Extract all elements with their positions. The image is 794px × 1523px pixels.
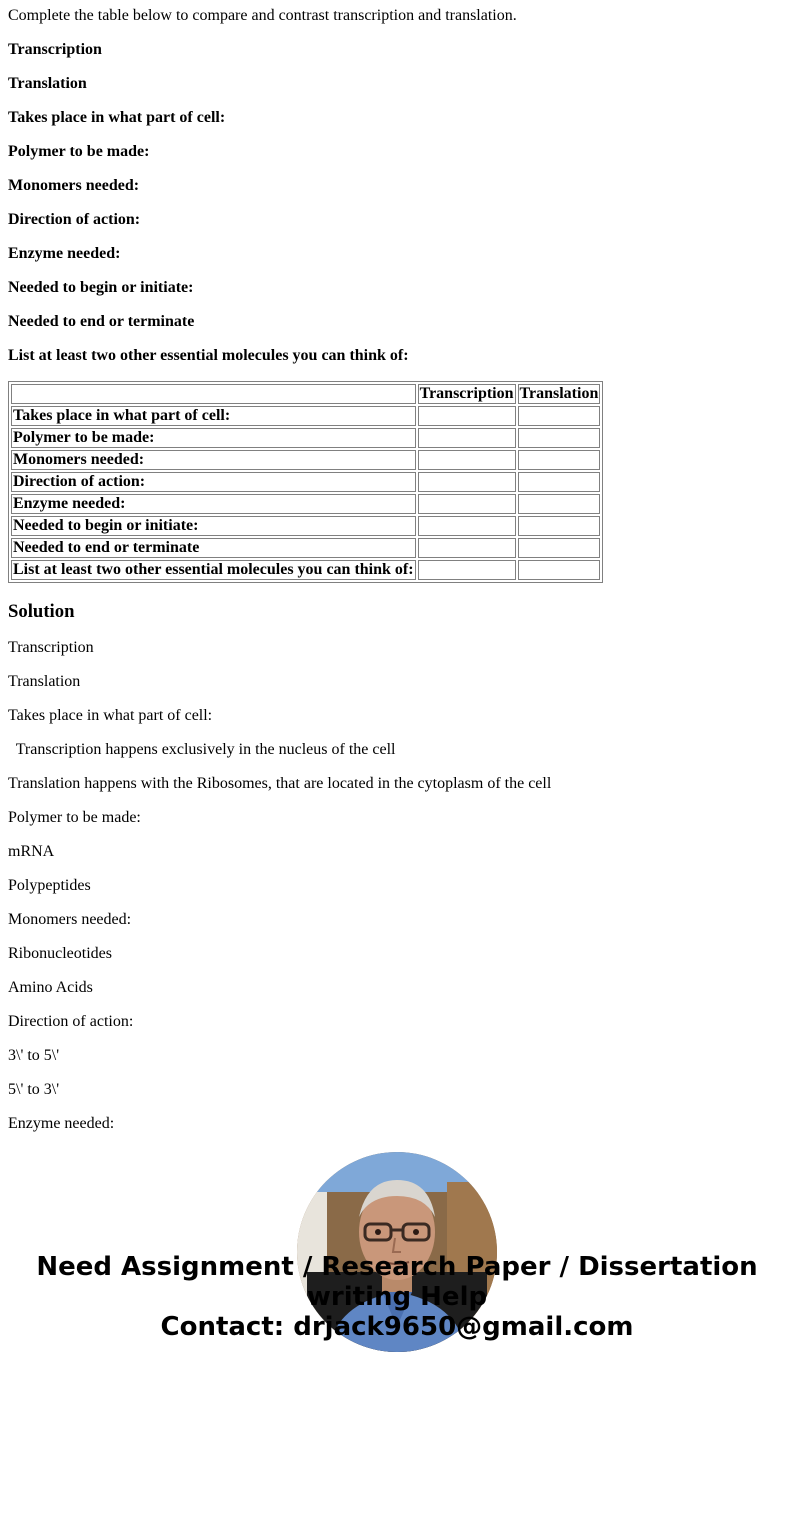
comparison-table bbox=[8, 381, 603, 583]
solution-line: Amino Acids bbox=[8, 979, 93, 996]
question-line: Enzyme needed: bbox=[8, 245, 121, 262]
solution-line: Translation happens with the Ribosomes, that are located in the cytoplasm of the cell bbox=[8, 775, 552, 792]
promo-line: writing Help bbox=[306, 1282, 488, 1312]
question-line: List at least two other essential molecules you can think of: bbox=[8, 347, 409, 364]
table-row-label: Direction of action: bbox=[11, 472, 416, 492]
table-cell-translation bbox=[518, 472, 601, 492]
table-row-label: List at least two other essential molecules you can think of: bbox=[13, 561, 414, 578]
promo-contact: Contact: drjack9650@gmail.com bbox=[160, 1312, 634, 1342]
table-cell-transcription bbox=[418, 450, 516, 470]
table-cell-transcription bbox=[418, 428, 516, 448]
table-header-transcription: Transcription bbox=[419, 385, 514, 402]
table-cell-translation bbox=[518, 428, 601, 448]
solution-line: Takes place in what part of cell: bbox=[8, 707, 213, 724]
solution-line: Translation bbox=[8, 673, 81, 690]
table-cell-transcription bbox=[418, 406, 516, 426]
solution-line: Transcription happens exclusively in the nucleus of the cell bbox=[8, 741, 396, 758]
solution-line: 5\' to 3\' bbox=[8, 1081, 60, 1098]
question-line: Monomers needed: bbox=[8, 177, 140, 194]
table-row-label: Enzyme needed: bbox=[11, 494, 416, 514]
solution-line: Ribonucleotides bbox=[8, 945, 112, 962]
table-cell-translation bbox=[518, 406, 601, 426]
table-row-label: Polymer to be made: bbox=[11, 428, 416, 448]
table-row bbox=[11, 538, 600, 558]
table-cell-transcription bbox=[418, 538, 516, 558]
table-row bbox=[11, 494, 600, 514]
table-cell-transcription bbox=[418, 516, 516, 536]
table-row-label: Needed to end or terminate bbox=[11, 538, 416, 558]
document-content bbox=[8, 0, 786, 1132]
table-row bbox=[11, 560, 600, 580]
table-header-blank bbox=[11, 384, 416, 404]
solution-heading: Solution bbox=[8, 601, 75, 622]
table-cell-transcription bbox=[418, 472, 516, 492]
table-row-label: Monomers needed: bbox=[11, 450, 416, 470]
table-header-translation: Translation bbox=[519, 385, 599, 402]
question-line: Takes place in what part of cell: bbox=[8, 109, 226, 126]
solution-line: Polypeptides bbox=[8, 877, 91, 894]
table-cell-translation bbox=[518, 450, 601, 470]
solution-line: Transcription bbox=[8, 639, 94, 656]
table-row bbox=[11, 450, 600, 470]
table-row bbox=[11, 406, 600, 426]
promo-line: Need Assignment / Research Paper / Dissertation bbox=[36, 1252, 758, 1282]
table-cell-transcription bbox=[418, 560, 516, 580]
question-line: Polymer to be made: bbox=[8, 143, 150, 160]
solution-line: 3\' to 5\' bbox=[8, 1047, 60, 1064]
solution-line: Monomers needed: bbox=[8, 911, 132, 928]
table-cell-translation bbox=[518, 538, 601, 558]
table-row-label: Takes place in what part of cell: bbox=[11, 406, 416, 426]
table-row-label: Needed to begin or initiate: bbox=[11, 516, 416, 536]
question-line: Needed to begin or initiate: bbox=[8, 279, 194, 296]
promo-text bbox=[0, 1252, 794, 1342]
question-line: Translation bbox=[8, 75, 87, 92]
solution-line: Enzyme needed: bbox=[8, 1115, 115, 1132]
question-intro: Complete the table below to compare and contrast transcription and translation. bbox=[8, 7, 517, 24]
question-line: Direction of action: bbox=[8, 211, 141, 228]
table-cell-transcription bbox=[418, 494, 516, 514]
question-line: Transcription bbox=[8, 41, 102, 58]
table-row bbox=[11, 516, 600, 536]
solution-line: Direction of action: bbox=[8, 1013, 134, 1030]
question-line: Needed to end or terminate bbox=[8, 313, 195, 330]
table-cell-translation bbox=[518, 560, 601, 580]
table-header-row bbox=[11, 384, 600, 404]
solution-line: mRNA bbox=[8, 843, 55, 860]
table-row bbox=[11, 472, 600, 492]
table-cell-translation bbox=[518, 516, 601, 536]
table-row bbox=[11, 428, 600, 448]
table-cell-translation bbox=[518, 494, 601, 514]
solution-line: Polymer to be made: bbox=[8, 809, 141, 826]
